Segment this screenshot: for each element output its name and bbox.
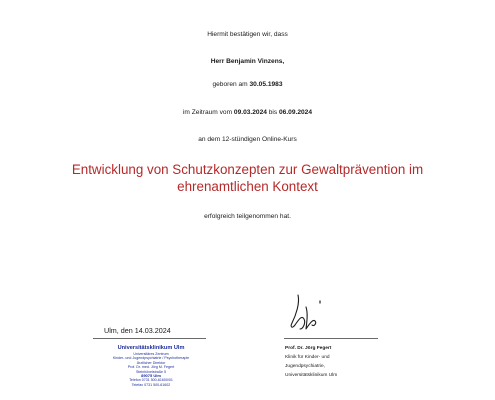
signature-line-left [93,338,206,339]
signer-name: Prof. Dr. Jörg Fegert [285,346,332,351]
period-start: 09.03.2024 [233,109,267,116]
birth-date: 30.05.1983 [249,81,283,88]
signature-line-right [284,338,378,339]
handwritten-signature [282,289,352,337]
period-prefix: im Zeitraum vom [182,109,234,116]
period-line [0,109,495,117]
stamp-line: Telefax 0731 500-61602 [131,382,171,387]
place-date: Ulm, den 14.03.2024 [104,326,171,335]
stamp-line: Steinhövelstraße 5 [136,369,166,374]
stamp-line: Universitäres Zentrum [133,352,169,356]
stamp-line: 89075 Ulm [141,373,161,379]
intro-text: Hiermit bestätigen wir, dass [207,31,288,38]
signer-block [285,344,337,380]
signer-line: Klinik für Kinder- und [285,355,330,360]
course-title: Entwicklung von Schutzkonzepten zur Gewaltprävention im ehrenamtlichen Kontext [71,162,424,194]
completion-text: erfolgreich teilgenommen hat. [204,213,291,220]
birth-line [0,81,495,89]
stamp-line: Telefon 0731 500-61600/01 [129,378,173,383]
clinic-stamp [103,345,199,400]
signer-line: Jugendpsychiatrie, [285,364,325,369]
recipient-name: Herr Benjamin Vinzens, [210,58,285,65]
course-type: an dem 12-stündigen Online-Kurs [198,136,297,143]
stamp-line: Prof. Dr. med. Jörg M. Fegert [127,365,175,370]
stamp-title: Universitätsklinikum Ulm [117,345,185,351]
signer-line: Universitätsklinikum Ulm [285,373,338,378]
birth-prefix: geboren am [212,81,250,88]
stamp-line: Ärztlicher Direktor [136,360,166,365]
period-end: 06.09.2024 [279,109,313,116]
stamp-line: Kinder- und Jugendpsychiatrie / Psychotherapie [112,356,190,361]
period-mid: bis [266,109,280,116]
